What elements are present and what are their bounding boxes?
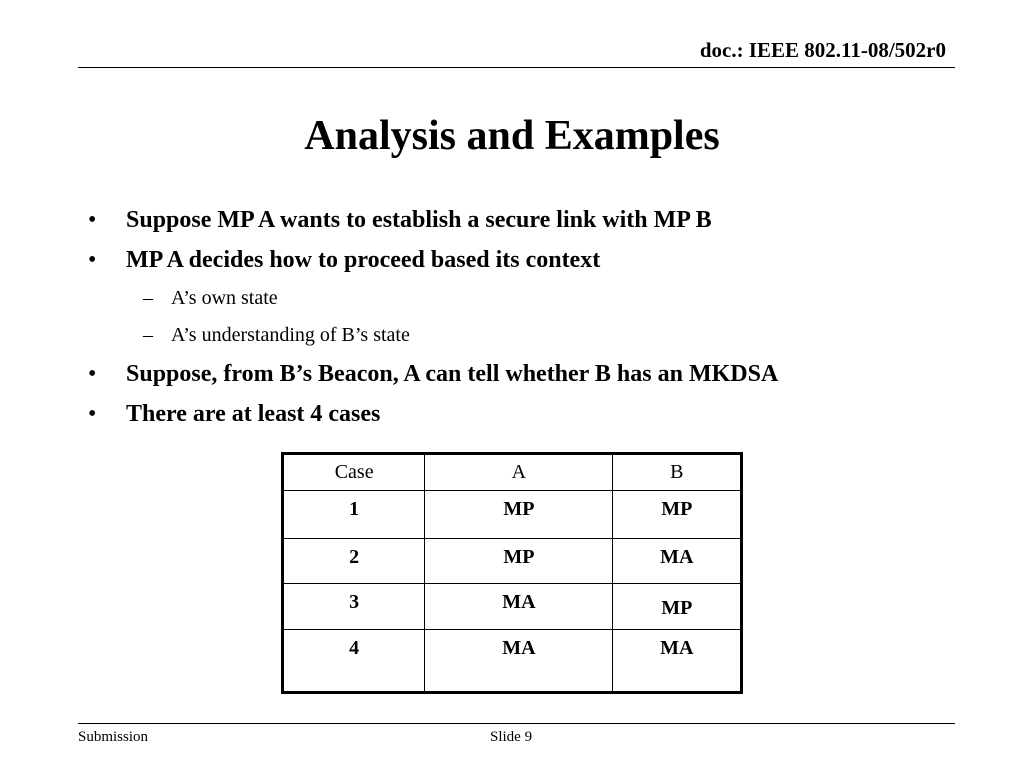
sub-bullet-item: [88, 319, 988, 356]
table-row: [283, 629, 742, 692]
sub-bullet-text: A’s own state: [171, 287, 278, 309]
header-divider: [78, 67, 955, 68]
bullet-text: MP A decides how to proceed based its context: [126, 247, 601, 273]
bullet-marker: •: [88, 361, 97, 387]
column-header-case: Case: [283, 454, 425, 491]
bullet-marker: •: [88, 401, 97, 427]
bullet-text: Suppose MP A wants to establish a secure link with MP B: [126, 207, 712, 233]
table-row: [283, 539, 742, 583]
table-cell: 4: [283, 629, 425, 692]
document-id: doc.: IEEE 802.11-08/502r0: [699, 38, 946, 62]
table-cell: MA: [425, 629, 613, 692]
bullet-item: [88, 356, 988, 396]
table-cell: MP: [425, 539, 613, 583]
bullet-item: [88, 242, 988, 282]
bullet-marker: •: [88, 207, 97, 233]
table-row: [283, 583, 742, 629]
bullet-item: [88, 396, 988, 436]
footer-submission: Submission: [78, 729, 149, 745]
sub-bullet-marker: –: [143, 287, 153, 309]
bullet-marker: •: [88, 247, 97, 273]
column-header-a: A: [425, 454, 613, 491]
slide-title: Analysis and Examples: [304, 113, 720, 159]
table-row: [283, 491, 742, 539]
table-cell: MA: [613, 539, 742, 583]
table-cell: 1: [283, 491, 425, 539]
sub-bullet-marker: –: [143, 324, 153, 346]
footer-divider: [78, 723, 955, 724]
bullet-text: Suppose, from B’s Beacon, A can tell whether B has an MKDSA: [126, 361, 779, 387]
table-cell: 2: [283, 539, 425, 583]
table-cell: MA: [425, 583, 613, 629]
table-header-row: [283, 454, 742, 491]
bullet-item: [88, 202, 988, 242]
column-header-b: B: [613, 454, 742, 491]
table-cell: MP: [613, 583, 742, 629]
table-cell: MP: [613, 491, 742, 539]
sub-bullet-item: [88, 282, 988, 319]
slide-number: Slide 9: [490, 729, 533, 745]
table-cell: 3: [283, 583, 425, 629]
table-cell: MP: [425, 491, 613, 539]
cases-table: [281, 452, 743, 694]
bullet-list: [88, 202, 988, 436]
bullet-text: There are at least 4 cases: [126, 401, 381, 427]
sub-bullet-text: A’s understanding of B’s state: [171, 324, 410, 346]
table-cell: MA: [613, 629, 742, 692]
